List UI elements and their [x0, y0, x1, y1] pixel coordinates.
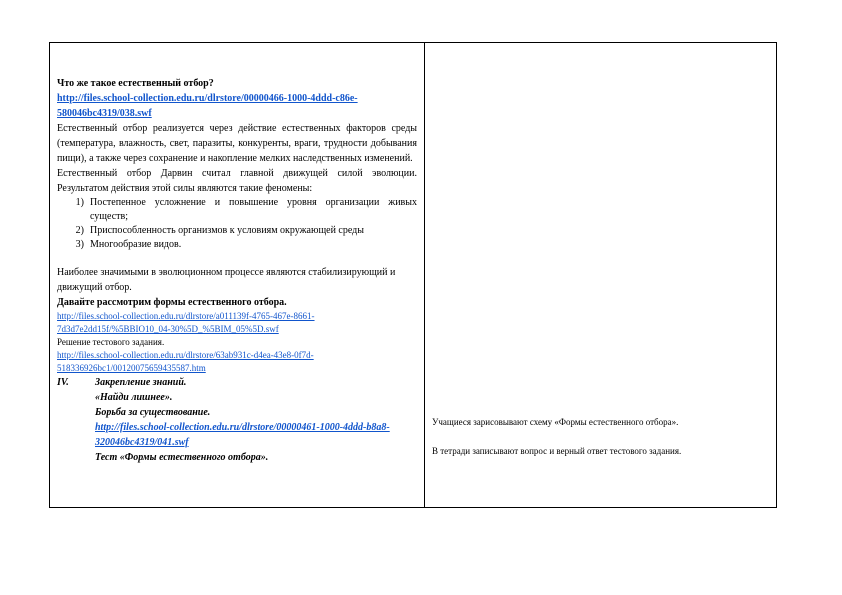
test-solution-text: Решение тестового задания.	[57, 337, 165, 347]
test-forms-item: Тест «Формы естественного отбора».	[95, 452, 269, 463]
lesson-table	[49, 42, 777, 508]
phenomena-list	[57, 196, 417, 252]
forms-heading: Давайте рассмотрим формы естественного отбора.	[57, 297, 287, 308]
significant-selection-paragraph: Наиболее значимыми в эволюционном процессе являются стабилизирующий и движущий отбор.	[57, 267, 396, 293]
struggle-item: Борьба за существование.	[95, 407, 211, 418]
video-link-038[interactable]: http://files.school-collection.edu.ru/dlrstore/00000466-1000-4ddd-c86e-580046bc4319/038.swf	[57, 93, 358, 119]
natural-selection-paragraph: Естественный отбор реализуется через действие естественных факторов среды (температура, влажность, свет, паразиты, конкуренты, враги, трудности добывания пищи), а также через сохранение и накопление мелких наследственных изменений.	[57, 123, 417, 164]
step-iv: IV. Закрепление знаний.	[57, 377, 187, 388]
question-heading: Что же такое естественный отбор?	[57, 78, 214, 89]
find-extra-item: «Найди лишнее».	[95, 392, 173, 403]
teacher-activity-cell	[50, 43, 425, 507]
forms-link[interactable]: http://files.school-collection.edu.ru/dlrstore/a011139f-4765-467e-8661-7d3d7e2dd15f/%5BBIO10_04-30%5D_%5BIM_05%5D.swf	[57, 311, 315, 334]
list-item: 1) Постепенное усложнение и повышение уровня организации живых существ;	[75, 197, 417, 222]
video-link-041[interactable]: http://files.school-collection.edu.ru/dlrstore/00000461-1000-4ddd-b8a8-320046bc4319/041.swf	[95, 422, 390, 448]
test-link[interactable]: http://files.school-collection.edu.ru/dlrstore/63ab931c-d4ea-43e8-0f7d-518336926bc1/00120075659435587.htm	[57, 350, 314, 373]
darwin-paragraph: Естественный отбор Дарвин считал главной движущей силой эволюции. Результатом действия этой силы являются такие феномены:	[57, 168, 417, 194]
list-item: 3) Многообразие видов.	[75, 239, 182, 250]
student-activity-cell	[425, 43, 776, 507]
student-note-test: В тетради записывают вопрос и верный ответ тестового задания.	[432, 446, 682, 456]
list-item: 2) Приспособленность организмов к условиям окружающей среды	[75, 225, 364, 236]
student-note-scheme: Учащиеся зарисовывают схему «Формы естественного отбора».	[432, 417, 679, 427]
